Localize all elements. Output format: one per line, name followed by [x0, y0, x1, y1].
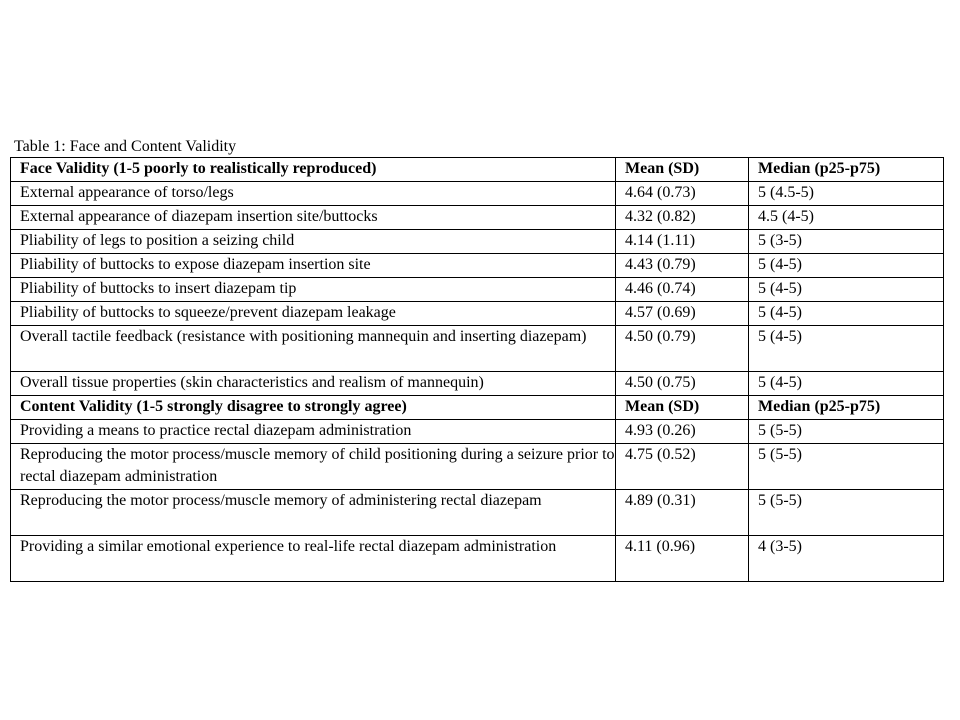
row-mean: 4.46 (0.74): [616, 278, 749, 302]
row-mean: 4.32 (0.82): [616, 206, 749, 230]
content-validity-header-row: [11, 396, 944, 420]
row-label: External appearance of torso/legs: [11, 182, 616, 206]
row-label: Pliability of buttocks to squeeze/prevent diazepam leakage: [11, 302, 616, 326]
table-row: [11, 420, 944, 444]
row-median: 5 (5-5): [749, 490, 944, 536]
table-row: [11, 182, 944, 206]
row-median: 5 (3-5): [749, 230, 944, 254]
row-mean: 4.93 (0.26): [616, 420, 749, 444]
table-row: [11, 444, 944, 490]
row-median: 5 (4.5-5): [749, 182, 944, 206]
row-label: Overall tactile feedback (resistance with positioning mannequin and inserting diazepam): [11, 326, 616, 372]
row-median: 5 (4-5): [749, 372, 944, 396]
mean-header: Mean (SD): [616, 158, 749, 182]
table-row: [11, 326, 944, 372]
table-row: [11, 372, 944, 396]
row-mean: 4.43 (0.79): [616, 254, 749, 278]
validity-table: [10, 157, 944, 582]
row-mean: 4.50 (0.79): [616, 326, 749, 372]
table-row: [11, 278, 944, 302]
row-median: 5 (4-5): [749, 278, 944, 302]
row-mean: 4.14 (1.11): [616, 230, 749, 254]
row-median: 5 (5-5): [749, 444, 944, 490]
row-median: 5 (4-5): [749, 254, 944, 278]
face-validity-header-row: [11, 158, 944, 182]
row-median: 5 (4-5): [749, 326, 944, 372]
row-mean: 4.64 (0.73): [616, 182, 749, 206]
table-row: [11, 490, 944, 536]
table-row: [11, 536, 944, 582]
content-validity-header: Content Validity (1-5 strongly disagree to strongly agree): [11, 396, 616, 420]
row-mean: 4.11 (0.96): [616, 536, 749, 582]
median-header: Median (p25-p75): [749, 396, 944, 420]
row-median: 4 (3-5): [749, 536, 944, 582]
median-header: Median (p25-p75): [749, 158, 944, 182]
row-label: External appearance of diazepam insertion site/buttocks: [11, 206, 616, 230]
row-label: Providing a means to practice rectal diazepam administration: [11, 420, 616, 444]
row-label: Pliability of legs to position a seizing child: [11, 230, 616, 254]
row-label: Reproducing the motor process/muscle memory of child positioning during a seizure prior to rectal diazepam administration: [11, 444, 616, 490]
row-mean: 4.89 (0.31): [616, 490, 749, 536]
table-caption: Table 1: Face and Content Validity: [14, 138, 237, 155]
row-label: Pliability of buttocks to insert diazepam tip: [11, 278, 616, 302]
row-median: 5 (4-5): [749, 302, 944, 326]
table-row: [11, 230, 944, 254]
table-row: [11, 206, 944, 230]
row-median: 5 (5-5): [749, 420, 944, 444]
table-row: [11, 302, 944, 326]
row-label: Pliability of buttocks to expose diazepam insertion site: [11, 254, 616, 278]
row-mean: 4.57 (0.69): [616, 302, 749, 326]
row-median: 4.5 (4-5): [749, 206, 944, 230]
row-label: Providing a similar emotional experience to real-life rectal diazepam administration: [11, 536, 616, 582]
face-validity-header: Face Validity (1-5 poorly to realistically reproduced): [11, 158, 616, 182]
row-mean: 4.75 (0.52): [616, 444, 749, 490]
row-mean: 4.50 (0.75): [616, 372, 749, 396]
row-label: Reproducing the motor process/muscle memory of administering rectal diazepam: [11, 490, 616, 536]
table-row: [11, 254, 944, 278]
row-label: Overall tissue properties (skin characteristics and realism of mannequin): [11, 372, 616, 396]
mean-header: Mean (SD): [616, 396, 749, 420]
